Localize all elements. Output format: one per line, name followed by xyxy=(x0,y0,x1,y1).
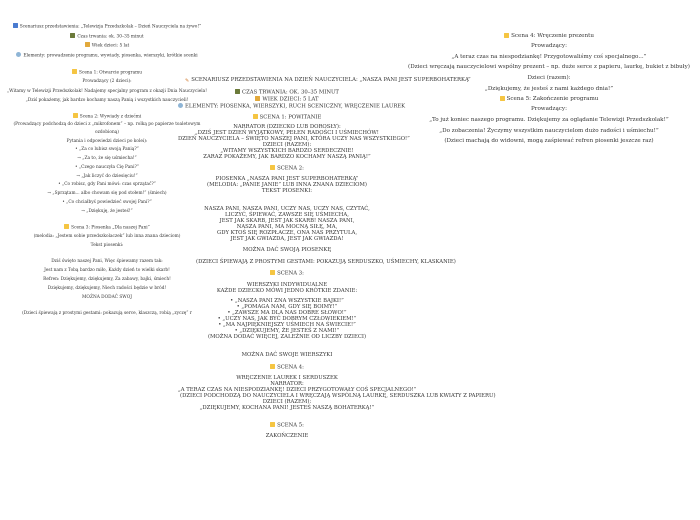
scene-icon xyxy=(253,114,258,119)
scene-icon xyxy=(72,69,77,74)
left-scene-3-heading: Scena 3: Piosenka „Dla naszej Pani” xyxy=(0,224,214,232)
left-text-line: (Dzieci śpiewają z prostymi gestami: pokazują serce, klaszczą, robią „zyczę” r xyxy=(22,311,192,316)
middle-scene-1-heading: SCENA 1: POWITANIE xyxy=(178,114,396,121)
right-text-line: Dzieci (razem): xyxy=(527,75,571,81)
elements-icon xyxy=(16,52,21,57)
middle-scene-3-heading: SCENA 3: xyxy=(178,270,396,277)
middle-text-line: NARRATOR (DZIECKO LUB DOROSŁY): xyxy=(233,124,341,130)
middle-text-line: ZARAZ POKAŻEMY, JAK BARDZO KOCHAMY NASZĄ PANIĄ!” xyxy=(203,154,371,160)
middle-text-line: DZIECI (RAZEM): xyxy=(262,142,312,148)
clock-icon xyxy=(70,33,75,38)
middle-title: ✎ SCENARIUSZ PRZEDSTAWIENIA NA DZIEŃ NAUCZYCIELA: „NASZA PANI JEST SUPERBOHATERKĄ” xyxy=(185,77,471,84)
middle-text-line: KAŻDE DZIECKO MÓWI JEDNO KRÓTKIE ZDANIE: xyxy=(216,288,358,294)
middle-note: MOŻNA DAĆ SWOJĄ PIOSENKĘ xyxy=(242,247,332,253)
right-text-line: (Dzieci wręczają nauczycielowi wspólny prezent – np. duże serce z papieru, laurkę, bukiet z bibuły) xyxy=(408,64,690,70)
left-title: Scenariusz przedstawienia: „Telewizja Przedszkolak – Dzień Nauczyciela na żywo!” xyxy=(0,23,214,31)
left-list-item: → „Sprzątam... albo chowam się pod stołem!” (śmiech) xyxy=(47,191,167,196)
elements-icon xyxy=(178,103,183,108)
right-scene-5-heading: Scena 5: Zakończenie programu xyxy=(398,95,700,105)
middle-song-line: JEST JAK GWIAZDA, JEST JAK GWIAZDA! xyxy=(230,236,344,242)
scene-icon xyxy=(270,364,275,369)
right-scene-4-heading: Scena 4: Wręczenie prezentu xyxy=(398,32,700,42)
left-note: MOŻNA DODAĆ SWOJ xyxy=(82,295,132,300)
middle-text-line: NARRATOR: xyxy=(270,381,304,387)
middle-list-item: • „DZIĘKUJEMY, ŻE JESTEŚ Z NAMI!” xyxy=(234,328,340,334)
right-text-line: „A teraz czas na niespodziankę! Przygotowaliśmy coś specjalnego...” xyxy=(451,54,647,60)
left-song-line: Refren: Dziękujemy, dziękujemy, Za zabawy, bajki, śmiech! xyxy=(43,277,171,282)
left-list-item: → „Za to, że się uśmiecha!” xyxy=(77,156,137,161)
middle-text-line: (DZIECI ŚPIEWAJĄ Z PROSTYMI GESTAMI: POKAZUJĄ SERDUSZKO, UŚMIECHY, KLASKANIE) xyxy=(196,259,456,265)
left-song-line: Jest nam z Tobą bardzo miło, Każdy dzień to wielki skarb! xyxy=(44,268,170,273)
right-text-line: Prowadzący: xyxy=(531,43,567,49)
left-song-line: Dziękujemy, dziękujemy, Niech radości będzie w bród! xyxy=(47,286,167,291)
tv-icon xyxy=(13,23,18,28)
middle-text-line: „WITAMY WSZYSTKICH BARDZO SERDECZNIE! xyxy=(220,148,354,154)
middle-text-line: DZIEŃ NAUCZYCIELA – ŚWIĘTO NASZEJ PANI, KTÓRA UCZY NAS WSZYSTKIEGO!” xyxy=(178,136,410,142)
middle-song-line: NASZA PANI, NASZA PANI, UCZY NAS, UCZY NAS, CZYTAĆ, xyxy=(204,206,370,212)
left-text-line: „Dziś pokażemy, jak bardzo kochamy naszą Panią i wszystkich nauczycieli! xyxy=(25,98,189,103)
right-text-line: „Dziękujemy, że jesteś z nami każdego dnia!” xyxy=(484,86,614,92)
right-script-column xyxy=(398,0,700,160)
left-list-item: → „Dziękuję, że jesteś!” xyxy=(81,209,133,214)
middle-scene-4-heading: SCENA 4: xyxy=(178,364,396,371)
middle-list-item: • „MA NAJPIĘKNIEJSZY UŚMIECH NA ŚWIECIE!” xyxy=(218,322,356,328)
middle-text-line: PIOSENKA „NASZA PANI JEST SUPERBOHATERKĄ” xyxy=(215,176,359,182)
middle-song-line: LICZYĆ, ŚPIEWAĆ, ZAWSZE SIĘ UŚMIECHA, xyxy=(225,212,349,218)
left-text-line: „Witamy w Telewizji Przedszkolak! Nadajemy specjalny program z okazji Dnia Nauczyciela! xyxy=(7,89,207,94)
middle-list-item: • „UCZY NAS, JAK BYĆ DOBRYM CZŁOWIEKIEM!” xyxy=(217,316,357,322)
middle-song-line: JEST JAK SKARB, JEST JAK SKARB! NASZA PANI, xyxy=(219,218,355,224)
middle-song-line: GDY KTOŚ SIĘ ROZPŁACZE, ONA NAS PRZYTULA, xyxy=(217,230,357,236)
scene-icon xyxy=(270,165,275,170)
right-text-line: (Dzieci machają do widowni, mogą zaśpiewać refren piosenki jeszcze raz) xyxy=(444,138,654,144)
left-list-item: • „Za co lubisz swoją Panią?” xyxy=(75,147,139,152)
middle-script-column xyxy=(178,0,496,440)
left-text-line: Tekst piosenki: xyxy=(90,243,124,248)
party-popper-icon: ✎ xyxy=(185,77,190,84)
children-icon xyxy=(85,42,90,47)
middle-text-line: WIERSZYKI INDYWIDUALNE xyxy=(246,282,328,288)
scene-icon xyxy=(270,270,275,275)
scene-icon xyxy=(73,113,78,118)
left-text-line: (melodia: „Jestem sobie przedszkolaczek” lub inna znana dzieciom) xyxy=(33,234,181,239)
middle-text-line: (MELODIA: „PANIE JANIE” LUB INNA ZNANA DZIECIOM) xyxy=(207,182,367,188)
middle-scene-5-heading: SCENA 5: xyxy=(178,422,396,429)
left-list-item: → „Jak liczyć do dziesięciu!” xyxy=(76,174,138,179)
left-list-item: • „Czego nauczyła Cię Pani?” xyxy=(75,165,139,170)
right-text-line: „Do zobaczenia! Życzymy wszystkim nauczycielom dużo radości i uśmiechu!” xyxy=(439,128,659,134)
middle-text-line: „DZIŚ JEST DZIEŃ WYJĄTKOWY, PEŁEN RADOŚCI I UŚMIECHÓW! xyxy=(195,130,379,136)
middle-text-line: (MOŻNA DODAĆ WIĘCEJ, ZALEŻNIE OD LICZBY DZIECI) xyxy=(207,334,367,340)
middle-text-line: „A TERAZ CZAS NA NIESPODZIANKĘ! DZIECI PRZYGOTOWAŁY COŚ SPECJALNEGO!” xyxy=(178,387,417,393)
left-text-line: Pytania i odpowiedzi dzieci po kolei): xyxy=(66,139,148,144)
middle-list-item: • „POMAGA NAM, GDY SIĘ BOIMY!” xyxy=(236,304,338,310)
left-scene-2-heading: Scena 2: Wywiady z dziećmi xyxy=(0,113,214,121)
left-text-line: (Prowadzący podchodzą do dzieci z „mikrofonem” – np. rolką po papierze toaletowym xyxy=(13,122,201,127)
middle-elements: ELEMENTY: PIOSENKA, WIERSZYKI, RUCH SCENICZNY, WRĘCZENIE LAUREK xyxy=(178,103,396,110)
middle-duration: CZAS TRWANIA: OK. 30–35 MINUT xyxy=(178,89,396,96)
right-text-line: Prowadzący: xyxy=(531,106,567,112)
left-elements: Elementy: prowadzenie programu, wywiady, piosenka, wierszyki, krótkie scenki xyxy=(0,52,214,60)
middle-age: WIEK DZIECI: 5 LAT xyxy=(178,96,396,103)
middle-text-line: (DZIECI PODCHODZĄ DO NAUCZYCIELA I WRĘCZAJĄ WSPÓLNĄ LAURKĘ, SERDUSZKA LUB KWIATY Z PAPIERU) xyxy=(180,393,496,399)
middle-note: MOŻNA DAĆ SWOJE WIERSZYKI xyxy=(241,352,333,358)
left-list-item: • „Co chciałbyś powiedzieć swojej Pani?” xyxy=(62,200,152,205)
middle-text-line: ZAKOŃCZENIE xyxy=(265,433,309,439)
middle-song-line: NASZA PANI, MA MOCNĄ SIŁĘ, MA, xyxy=(236,224,338,230)
middle-text-line: WRĘCZENIE LAUREK I SERDUSZEK xyxy=(236,375,338,381)
left-list-item: • „Co robisz, gdy Pani mówi: czas sprzątać?” xyxy=(58,182,156,187)
clock-icon xyxy=(235,89,240,94)
left-text-line: Prowadzący (2 dzieci): xyxy=(82,79,132,84)
scene-icon xyxy=(270,422,275,427)
middle-scene-2-heading: SCENA 2: xyxy=(178,165,396,172)
left-text-line: ozdobioną) xyxy=(95,130,119,135)
children-icon xyxy=(255,96,260,101)
left-scene-1-heading: Scena 1: Otwarcie programu xyxy=(0,69,214,77)
middle-text-line: DZIECI (RAZEM): xyxy=(262,399,312,405)
right-text-line: „To już koniec naszego programu. Dziękujemy za oglądanie Telewizji Przedszkolak!” xyxy=(429,117,669,123)
middle-list-item: • „ZAWSZE MA DLA NAS DOBRE SŁOWO!” xyxy=(227,310,347,316)
scene-icon xyxy=(504,33,509,38)
middle-text-line: TEKST PIOSENKI: xyxy=(261,188,313,194)
middle-text-line: „DZIĘKUJEMY, KOCHANA PANI! JESTEŚ NASZĄ BOHATERKĄ!” xyxy=(199,405,375,411)
middle-list-item: • „NASZA PANI ZNA WSZYSTKIE BAJKI!” xyxy=(230,298,344,304)
scene-icon xyxy=(64,224,69,229)
scene-icon xyxy=(500,96,505,101)
left-song-line: Dziś święto naszej Pani, Więc śpiewamy razem tak: xyxy=(51,259,163,264)
left-age: Wiek dzieci: 5 lat xyxy=(0,42,214,50)
left-duration: Czas trwania: ok. 30–35 minut xyxy=(0,33,214,41)
